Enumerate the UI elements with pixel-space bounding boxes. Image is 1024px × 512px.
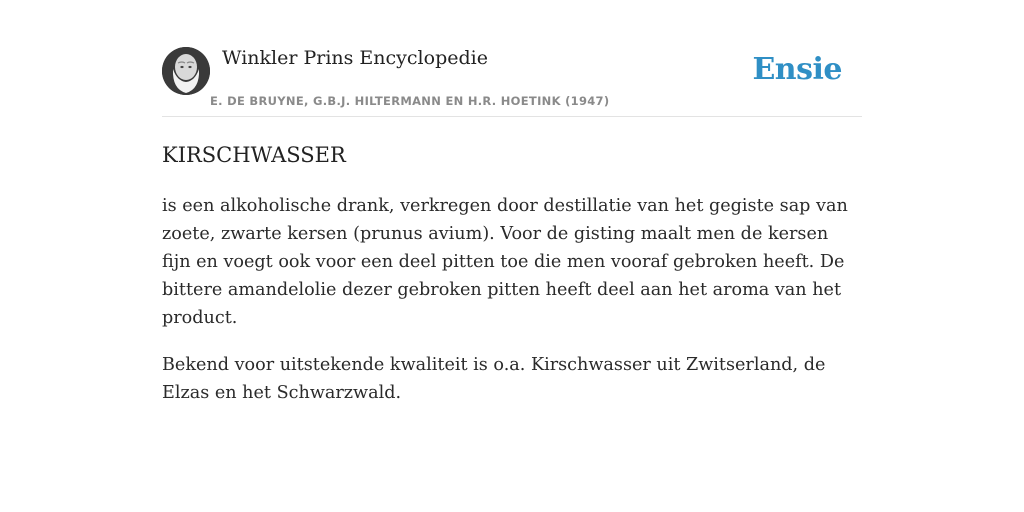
article-body: [162, 192, 862, 426]
book-authors: E. DE BRUYNE, G.B.J. HILTERMANN EN H.R. HOETINK (1947): [210, 94, 610, 108]
book-header: [162, 40, 862, 117]
article-title: KIRSCHWASSER: [162, 143, 346, 167]
article-paragraph: is een alkoholische drank, verkregen door destillatie van het gegiste sap van zoete, zwarte kersen (prunus avium). Voor de gisting maalt men de kersen fijn en voegt ook voor een deel pitten toe die men vooraf gebroken heeft. De bittere amandelolie dezer gebroken pitten heeft deel aan het aroma van het product.: [162, 196, 848, 328]
author-portrait-icon[interactable]: [162, 47, 210, 95]
article-paragraph: Bekend voor uitstekende kwaliteit is o.a. Kirschwasser uit Zwitserland, de Elzas en het Schwarzwald.: [162, 355, 826, 403]
book-title[interactable]: Winkler Prins Encyclopedie: [222, 47, 488, 69]
ensie-logo-link[interactable]: Ensie: [752, 52, 842, 87]
